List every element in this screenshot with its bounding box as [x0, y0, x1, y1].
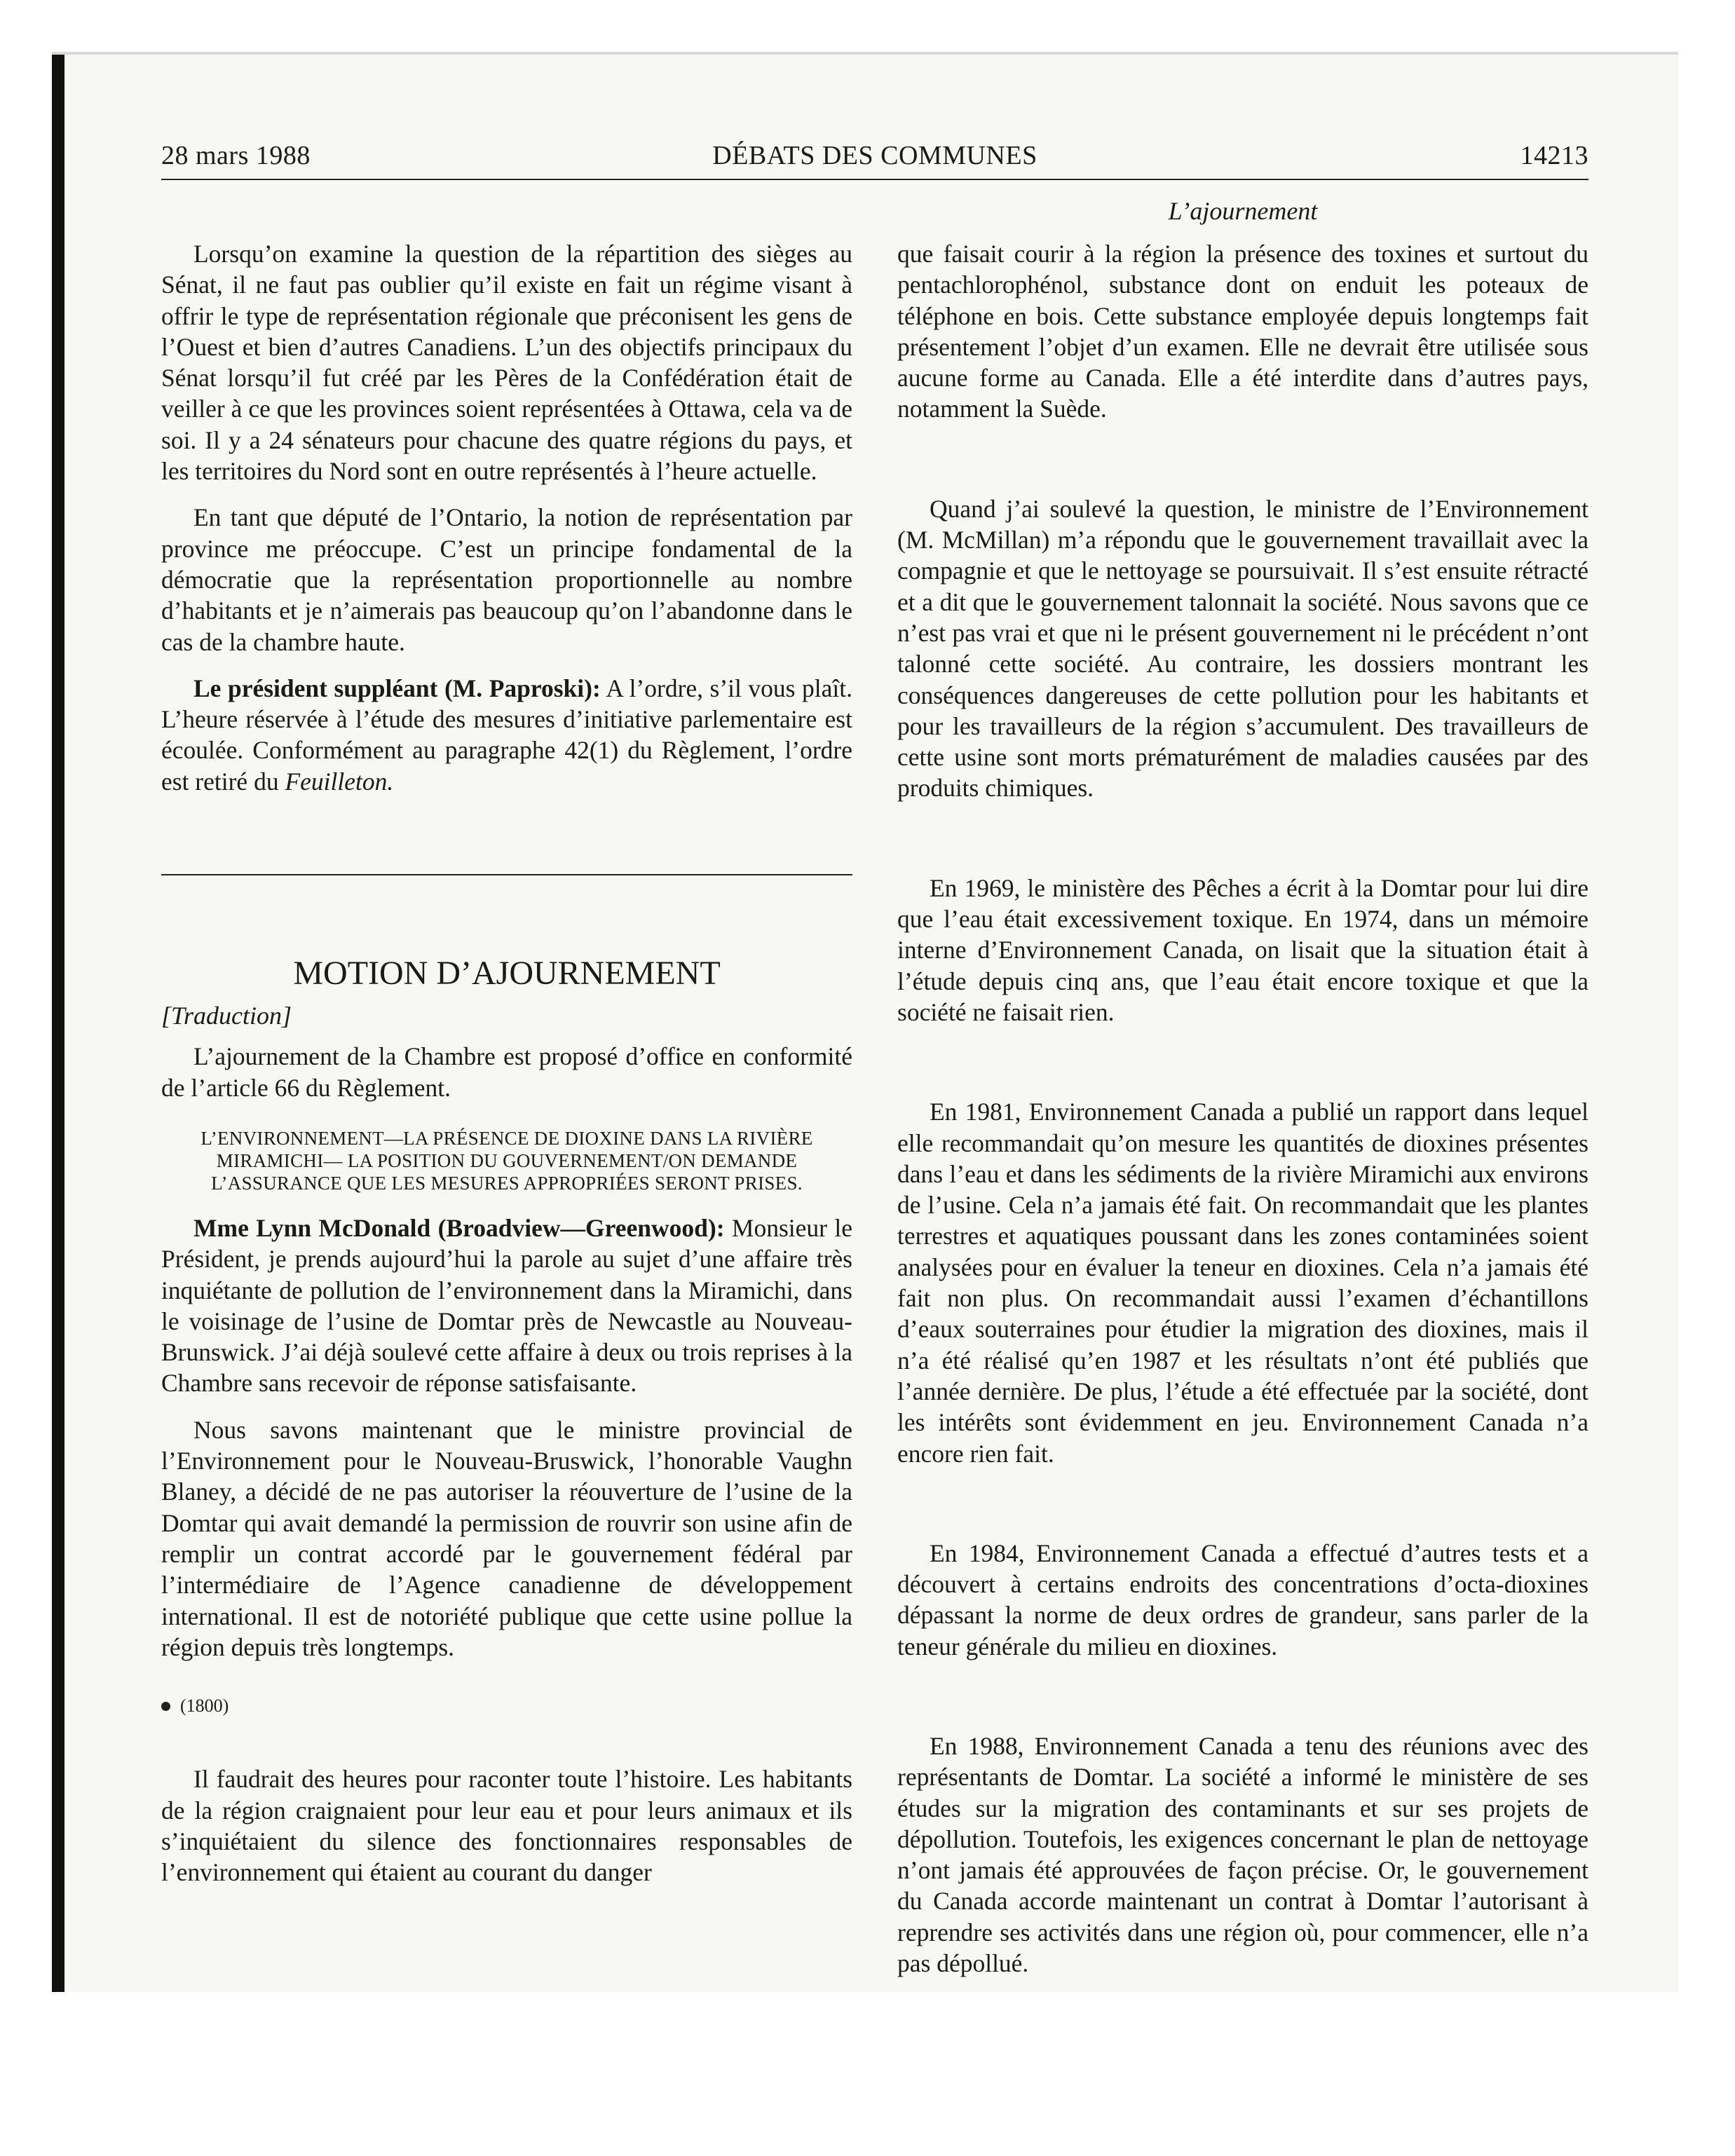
paragraph: En 1984, Environnement Canada a effectué d’autres tests et a découvert à certains endroits des concentrations d’octa-dioxines dépassant la norme de deux ordres de grandeur, sans parler de la teneur générale du milieu en dioxines.: [897, 1538, 1588, 1660]
debate-subheading: L’ENVIRONNEMENT—LA PRÉSENCE DE DIOXINE DANS LA RIVIÈRE MIRAMICHI— LA POSITION DU GOUVERNEMENT/ON DEMANDE L’ASSURANCE QUE LES MESURES APPROPRIÉES SERONT PRISES.: [200, 1127, 813, 1194]
paragraph: Lorsqu’on examine la question de la répartition des sièges au Sénat, il ne faut pas oublier qu’il existe en fait un régime visant à offrir le type de représentation régionale que préconisent les gens de l’Ouest et bien d’autres Canadiens. L’un des objectifs principaux du Sénat lorsqu’il fut créé par les Pères de la Confédération était de veiller à ce que les provinces soient représentées à Ottawa, cela va de soi. Il y a 24 sénateurs pour chacune des quatre régions du pays, et les territoires du Nord sont en outre représentés à l’heure actuelle.: [161, 240, 852, 486]
speaker-name: Le président suppléant (M. Paproski):: [193, 674, 601, 702]
time-marker: [161, 1691, 852, 1721]
paragraph: En 1988, Environnement Canada a tenu des réunions avec des représentants de Domtar. La société a informé le ministère de ses études sur la migration des contaminants et sur ses projets de dépollution. Toutefois, les exigences concernant le plan de nettoyage n’ont jamais été approuvées de façon précise. Or, le gouvernement du Canada accorde maintenant un contrat à Domtar l’autorisant à reprendre ses activités dans une région où, pour commencer, elle n’a pas dépollué.: [897, 1731, 1588, 1978]
page-header: [161, 140, 1588, 182]
paragraph: En 1981, Environnement Canada a publié un rapport dans lequel elle recommandait qu’on mesure les quantités de dioxines présentes dans l’eau et dans les sédiments de la rivière Miramichi aux environs de l’usine. Cela n’a jamais été fait. On recommandait que les plantes terrestres et aquatiques poussant dans les zones contaminées soient analysées pour en évaluer la teneur en dioxines. Cela n’a jamais été fait non plus. On recommandait aussi l’examen d’échantillons d’eaux souterraines pour étudier la migration des dioxines, mais il n’a été réalisé qu’en 1987 et les résultats n’ont été publiés que l’année dernière. De plus, l’étude a été effectuée par la société, dont les intérêts sont évidemment en jeu. Environnement Canada n’a encore rien fait.: [897, 1098, 1588, 1468]
header-title: DÉBATS DES COMMUNES: [712, 141, 1037, 170]
scan-border: [52, 52, 64, 1992]
paragraph: En 1969, le ministère des Pêches a écrit à la Domtar pour lui dire que l’eau était excessivement toxique. En 1974, dans un mémoire interne d’Environnement Canada, on lisait que la situation était à l’étude depuis cinq ans, que l’eau était encore toxique et que la société ne faisait rien.: [897, 873, 1588, 1026]
paragraph: Quand j’ai soulevé la question, le ministre de l’Environnement (M. McMillan) m’a répondu que le gouvernement travaillait avec la compagnie et que le nettoyage se poursuivait. Il s’est ensuite rétracté et a dit que le gouvernement talonnait la société. Nous savons que ce n’est pas vrai et que ni le présent gouvernement ni le précédent n’ont talonné cette société. Au contraire, les dossiers montrant les conséquences dangereuses de cette pollution pour les habitants et pour les travailleurs de la région s’accumulent. Des travailleurs de cette usine sont morts prématurément de maladies causées par des produits chimiques.: [897, 494, 1588, 803]
paragraph: En tant que député de l’Ontario, la notion de représentation par province me préoccupe. C’est un principe fondamental de la démocratie que la représentation proportionnelle au nombre d’habitants et je n’aimerais pas beaucoup qu’on l’abandonne dans le cas de la chambre haute.: [161, 503, 852, 656]
paragraph: Il faudrait des heures pour raconter toute l’histoire. Les habitants de la région craignaient pour leur eau et pour leurs animaux et ils s’inquiétaient du silence des fonctionnaires responsables de l’environnement qui étaient au courant du danger: [161, 1765, 852, 1887]
translation-note: [Traduction]: [161, 1002, 292, 1030]
speech-text: Monsieur le Président, je prends aujourd’hui la parole au sujet d’une affaire très inquiétante de pollution de l’environnement dans la Miramichi, dans le voisinage de l’usine de Domtar près de Newcastle au Nouveau-Brunswick. J’ai déjà soulevé cette affaire à deux ou trois reprises à la Chambre sans recevoir de réponse satisfaisante.: [161, 1213, 852, 1398]
speech-text: A l’ordre, s’il vous plaît. L’heure réservée à l’étude des mesures d’initiative parlementaire est écoulée. Conformément au paragraphe 42(1) du Règlement, l’ordre est retiré du: [161, 674, 852, 796]
italic-text: Feuilleton.: [285, 767, 394, 796]
section-heading: MOTION D’AJOURNEMENT: [293, 955, 721, 992]
right-column: [897, 238, 1588, 1979]
left-column: [161, 238, 852, 1888]
header-page-number: 14213: [1520, 141, 1588, 170]
paragraph: [161, 1213, 852, 1399]
running-head: L’ajournement: [1168, 197, 1318, 225]
paragraph: L’ajournement de la Chambre est proposé d’office en conformité de l’article 66 du Règlement.: [161, 1042, 852, 1102]
speaker-name: Mme Lynn McDonald (Broadview—Greenwood):: [193, 1213, 725, 1242]
header-rule: [161, 179, 1588, 180]
paragraph: Nous savons maintenant que le ministre provincial de l’Environnement pour le Nouveau-Bruswick, l’honorable Vaughn Blaney, a décidé de ne pas autoriser la réouverture de l’usine de la Domtar qui avait demandé la permission de rouvrir son usine afin de remplir un contrat accordé par le gouvernement fédéral par l’intermédiaire de l’Agence canadienne de développement international. Il est de notoriété publique que cette usine pollue la région depuis très longtemps.: [161, 1415, 852, 1661]
time-marker-label: (1800): [180, 1696, 229, 1717]
paragraph: [161, 673, 852, 797]
bullet-icon: [161, 1702, 170, 1711]
paragraph: que faisait courir à la région la présence des toxines et surtout du pentachlorophénol, substance dont on enduit les poteaux de téléphone en bois. Cette substance employée depuis longtemps fait présentement l’objet d’un examen. Elle ne devrait être utilisée sous aucune forme au Canada. Elle a été interdite dans d’autres pays, notamment la Suède.: [897, 240, 1588, 423]
header-date: 28 mars 1988: [161, 141, 311, 170]
